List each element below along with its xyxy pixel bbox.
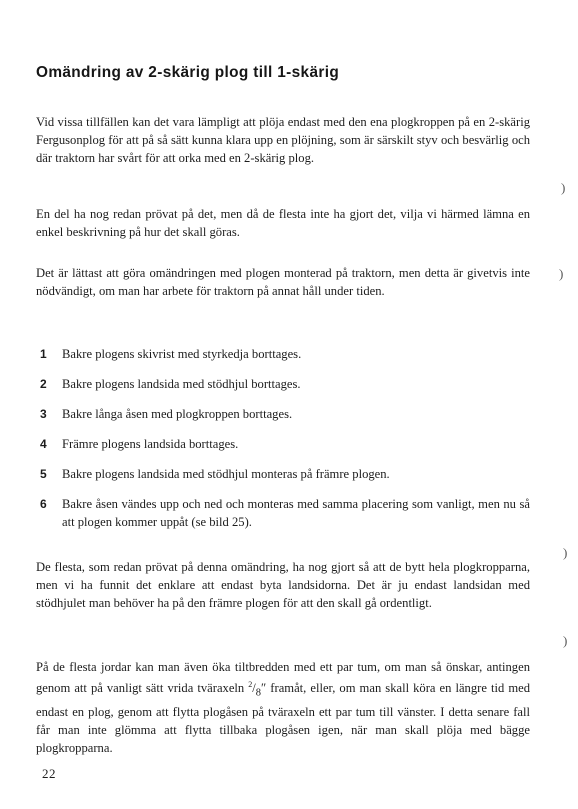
step-text: Bakre åsen vändes upp och ned och monteras med samma placering som vanligt, men nu så att plogen kommer uppåt (se bild 25). xyxy=(62,497,530,529)
list-item xyxy=(36,405,530,423)
step-text: Bakre plogens landsida med stödhjul monteras på främre plogen. xyxy=(62,467,390,481)
fraction-denominator: 8 xyxy=(255,687,262,699)
list-item xyxy=(36,465,530,483)
steps-list xyxy=(36,345,530,543)
step-number: 5 xyxy=(40,467,47,481)
margin-mark: ) xyxy=(561,180,566,195)
list-item xyxy=(36,375,530,393)
list-item xyxy=(36,495,530,531)
background-paragraph: En del ha nog redan prövat på det, men då de flesta inte ha gjort det, vilja vi härmed lämna en enkel beskrivning på hur det skall göras. xyxy=(36,207,530,239)
fraction-numerator: 2 xyxy=(248,680,253,689)
step-number: 1 xyxy=(40,347,47,361)
page-title: Omändring av 2-skärig plog till 1-skärig xyxy=(36,64,340,81)
step-text: Bakre långa åsen med plogkroppen borttages. xyxy=(62,407,293,421)
step-number: 6 xyxy=(40,497,47,511)
tilt-text-start: På de flesta jordar kan man även öka tiltbredden med ett par tum, om man så önskar, antingen genom att på vanligt sätt vrida tväraxeln xyxy=(36,660,530,696)
intro-paragraph: Vid vissa tillfällen kan det vara lämpligt att plöja endast med den ena plogkroppen på en 2-skärig Fergusonplog för att på så sätt kunna klara upp en plöjning, som är särskilt styv och besvärlig och där traktorn har svårt för att orka med en 2-skärig plog. xyxy=(36,115,530,165)
margin-mark: ) xyxy=(559,266,564,281)
step-text: Bakre plogens landsida med stödhjul borttages. xyxy=(62,377,301,391)
step-number: 4 xyxy=(40,437,47,451)
step-text: Bakre plogens skivrist med styrkedja borttages. xyxy=(62,347,302,361)
exchange-paragraph: De flesta, som redan prövat på denna omändring, ha nog gjort så att de bytt hela plogkropparna, men vi ha funnit det enklare att endast byta landsidorna. Det är ju endast landsidan med stödhjulet man behöver ha på den främre plogen för att den skall gå ordentligt. xyxy=(36,560,530,610)
step-number: 2 xyxy=(40,377,47,391)
inch-mark: ″ xyxy=(261,681,267,696)
step-text: Främre plogens landsida borttages. xyxy=(62,437,239,451)
page-number: 22 xyxy=(42,766,56,781)
mounting-paragraph: Det är lättast att göra omändringen med plogen monterad på traktorn, men detta är givetvis inte nödvändigt, om man har arbete för traktorn på annat håll under tiden. xyxy=(36,266,530,298)
margin-mark: ) xyxy=(563,545,568,560)
tilt-paragraph: På de flesta jordar kan man även öka tiltbredden med ett par tum, om man så önskar, antingen genom att på vanligt sätt vrida tväraxeln $^2/_8''$ framåt, eller, om man skall köra en längre tid med endast en plog, genom att flytta plogåsen på tväraxeln ett par tum till vänster. I detta senare fall får man inte glömma att flytta tillbaka plogåsen igen, när man skall plöja med bägge plogkropparna. xyxy=(36,660,531,755)
list-item xyxy=(36,345,530,363)
list-item xyxy=(36,435,530,453)
tilt-text-end: framåt, eller, om man skall köra en längre tid med endast en plog, genom att flytta plogåsen på tväraxeln ett par tum till vänster. I detta senare fall får man inte glömma att flytta tillbaka plogåsen igen, när man skall plöja med bägge plogkropparna. xyxy=(36,681,531,755)
step-number: 3 xyxy=(40,407,47,421)
margin-mark: ) xyxy=(563,633,568,648)
